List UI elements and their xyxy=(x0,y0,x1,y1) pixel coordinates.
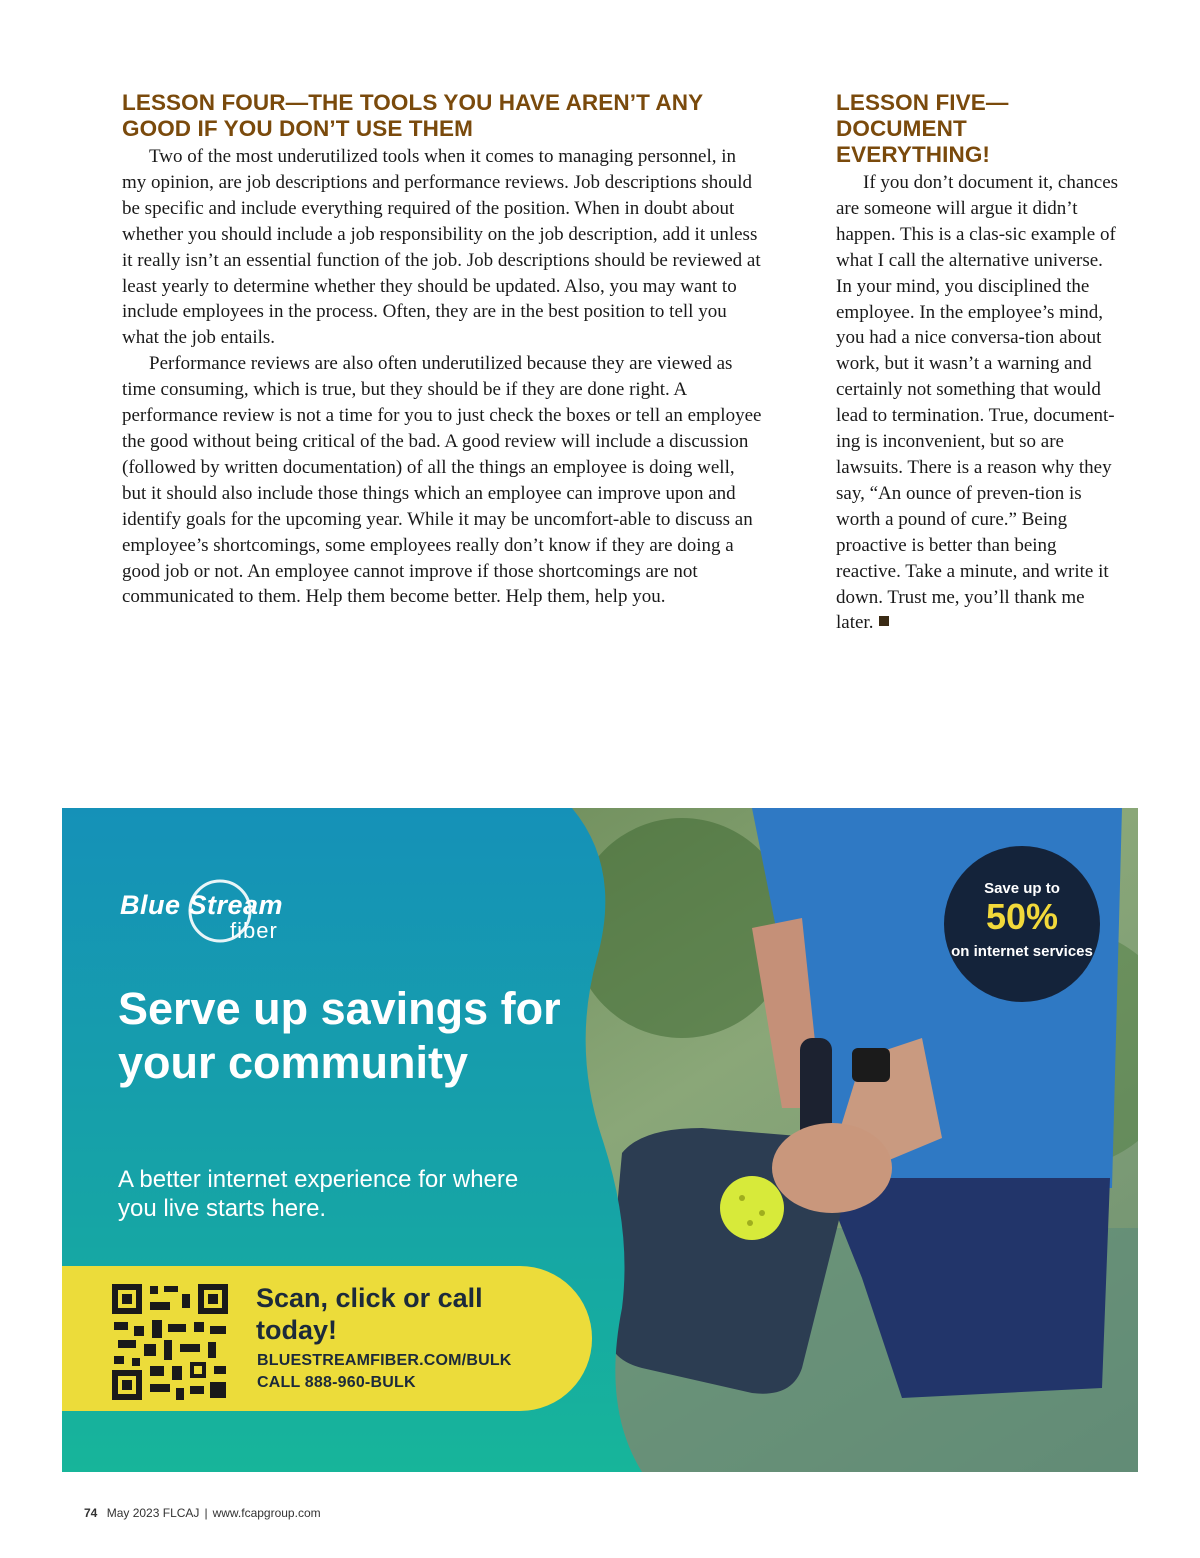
end-of-article-mark xyxy=(879,616,889,626)
website-link[interactable]: BLUESTREAMFIBER.COM/BULK xyxy=(257,1352,512,1369)
lesson-five-column xyxy=(836,90,1120,636)
savings-badge xyxy=(944,846,1100,1002)
logo-wordmark: Blue Stream xyxy=(120,890,284,920)
page-number: 74 xyxy=(84,1506,98,1520)
logo-fiber-text: fiber xyxy=(230,918,278,943)
ad-headline: Serve up savings for your community xyxy=(118,983,561,1088)
lesson-four-column xyxy=(122,90,762,610)
bluestream-logo xyxy=(120,876,320,946)
phone-number[interactable]: CALL 888-960-BULK xyxy=(257,1374,416,1391)
bluestream-advertisement[interactable] xyxy=(62,808,1138,1472)
badge-services-text: on internet services xyxy=(951,943,1093,960)
lesson-five-paragraph xyxy=(836,170,1120,636)
issue-date: May 2023 xyxy=(106,1506,160,1520)
badge-percent: 50% xyxy=(985,896,1059,937)
publication-name: FLCAJ xyxy=(162,1506,200,1520)
page-footer xyxy=(84,1506,321,1520)
footer-website-link[interactable]: www.fcapgroup.com xyxy=(212,1506,321,1520)
qr-code[interactable] xyxy=(110,1282,230,1402)
footer-separator: | xyxy=(204,1506,208,1520)
lesson-four-heading: LESSON FOUR—THE TOOLS YOU HAVE AREN’T ANY GOOD IF YOU DON’T USE THEM xyxy=(122,90,703,141)
lesson-four-paragraph-2: Performance reviews are also often underutilized because they are viewed as time consuming, which is true, but they should be if they are done right. A performance review is not a time for you to just check the boxes or tell an employee the good without being critical of the bad. A good review will include a discussion (followed by written documentation) of all the things an employee is doing well, but it should also include those things which an employee can improve upon and identify goals for the upcoming year. While it may be uncomfort-able to discuss an employee’s shortcomings, some employees really don’t know if they are doing a good job or not. An employee cannot improve if those shortcomings are not communicated to them. Help them become better. Help them, help you. xyxy=(122,353,762,608)
lesson-five-heading: LESSON FIVE—DOCUMENT EVERYTHING! xyxy=(836,90,1009,167)
badge-save-text: Save up to xyxy=(984,880,1060,897)
lesson-four-paragraph-1: Two of the most underutilized tools when it comes to managing personnel, in my opinion, are job descriptions and performance reviews. Job descriptions should be specific and include everything required of the position. When in doubt about whether you should include a job responsibility on the job description, add it unless it really isn’t an essential function of the job. Job descriptions should be reviewed at least yearly to determine whether they should be updated. Also, you may want to include employees in the process. Often, they are in the best position to tell you what the job entails. xyxy=(122,146,761,349)
cta-title: Scan, click or call today! xyxy=(256,1283,483,1345)
lesson-five-text: If you don’t document it, chances are someone will argue it didn’t happen. This is a clas-sic example of what I call the alternative universe. In your mind, you disciplined the employee. In the employee’s mind, you had a nice conversa-tion about work, but it wasn’t a warning and certainly not something that would lead to termination. True, document-ing is inconvenient, but so are lawsuits. There is a reason why they say, “An ounce of preven-tion is worth a pound of cure.” Being proactive is better than being reactive. Take a minute, and write it down. Trust me, you’ll thank me later. xyxy=(836,172,1119,634)
ad-subhead: A better internet experience for where you live starts here. xyxy=(118,1166,519,1222)
